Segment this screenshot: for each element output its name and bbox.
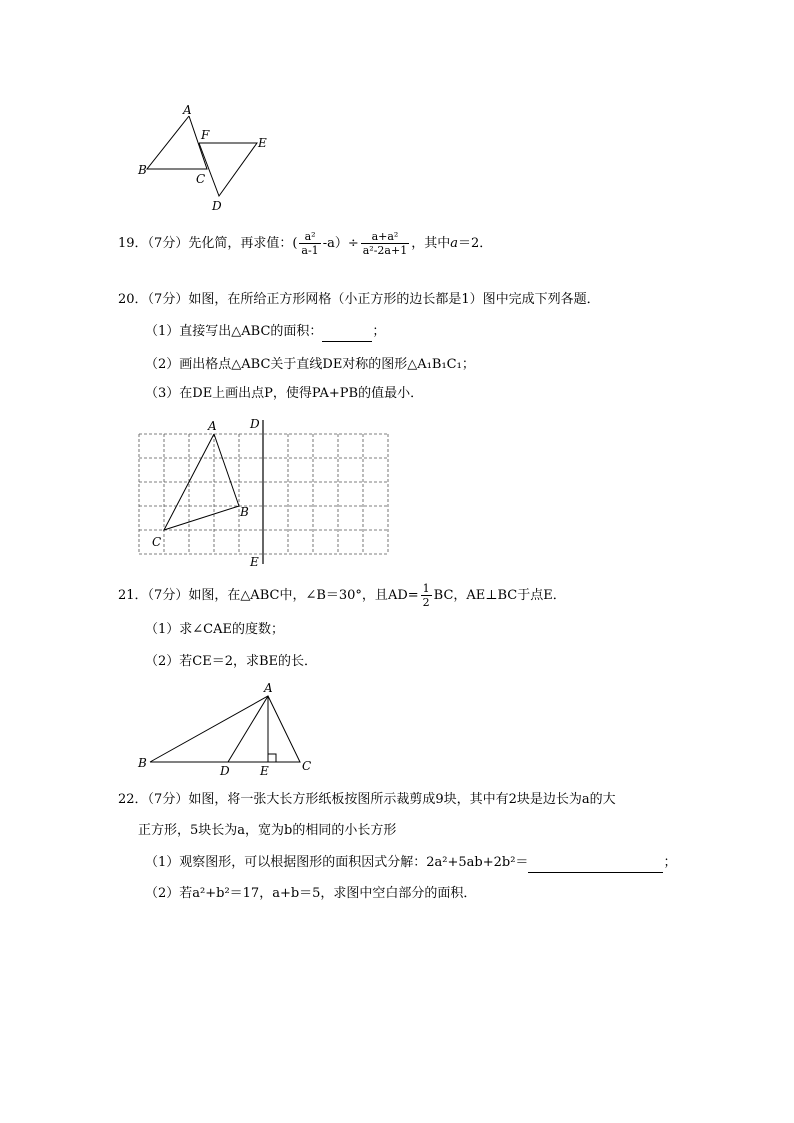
question-19 [118,230,492,257]
fraction-2-den: a²-2a+1 [362,244,408,257]
question-21 [118,582,566,609]
label-F: F [201,128,210,142]
fraction-1 [299,230,320,257]
fraction-2 [361,230,409,257]
q19-tail2: ＝2． [457,236,493,251]
q21-frac-den: 2 [422,596,430,609]
tri-label-A: A [264,681,273,695]
question-22-stem-2: 正方形，5块长为a，宽为b的相同的小长方形 [138,823,397,838]
question-20-part3: （3）在DE上画出点P，使得PA+PB的值最小． [145,386,424,401]
question-21-part2: （2）若CE＝2，求BE的长． [145,654,318,669]
question-20-part2: （2）画出格点△ABC关于直线DE对称的图形△A₁B₁C₁； [145,357,475,372]
q19-tail: ，其中 [411,236,451,251]
figure-q20-grid [130,412,400,572]
question-22-stem-1: 22．（7分）如图，将一张大长方形纸板按图所示裁剪成9块，其中有2块是边长为a的大 [118,792,616,807]
question-22-part1 [145,854,676,873]
q19-var: a [450,236,458,251]
grid-label-B: B [240,505,249,519]
fraction-1-num: a² [299,230,320,244]
label-A: A [183,103,192,117]
label-C: C [196,172,206,186]
q21-ad: AD= [387,588,419,603]
fraction-2-num: a+a² [361,230,409,244]
label-D: D [212,199,222,213]
tri-label-D: D [220,764,230,778]
q22-p1-text: （1）观察图形，可以根据图形的面积因式分解：2a²+5ab+2b²＝ [145,855,529,870]
question-22-part2: （2）若a²+b²＝17，a+b＝5，求图中空白部分的面积． [145,886,477,901]
fraction-1-den: a-1 [301,244,319,257]
answer-blank-2[interactable] [528,854,663,873]
figure-q21 [130,680,330,780]
grid-label-A: A [208,419,217,433]
label-E: E [258,136,267,150]
q21-stem-a: 21．（7分）如图，在△ABC中，∠B＝30°，且 [118,588,388,603]
q19-stem: 19．（7分）先化简，再求值： [118,236,293,251]
grid-label-C: C [152,535,162,549]
grid-label-D: D [250,417,260,431]
q21-bc: BC [433,588,454,603]
q20-p1-text: （1）直接写出△ABC的面积： [145,324,323,339]
figure-q18 [130,100,280,215]
tri-label-E: E [260,764,269,778]
q20-p1-end: ； [372,324,386,339]
q21-fraction [421,582,432,609]
q21-stem-b: ，AE⊥BC于点E． [453,588,566,603]
paren-open: ( [292,236,298,251]
label-B: B [138,163,147,177]
q22-p1-end: ； [663,855,677,870]
q19-mid: -a）÷ [322,236,359,251]
answer-blank[interactable] [322,323,372,342]
question-20-part1 [145,323,385,342]
tri-label-C: C [302,759,312,773]
grid-label-E: E [250,555,259,569]
question-20-stem: 20．（7分）如图，在所给正方形网格（小正方形的边长都是1）图中完成下列各题． [118,292,600,307]
question-21-part1: （1）求∠CAE的度数； [145,622,284,637]
q21-frac-num: 1 [422,582,430,595]
tri-label-B: B [138,756,147,770]
